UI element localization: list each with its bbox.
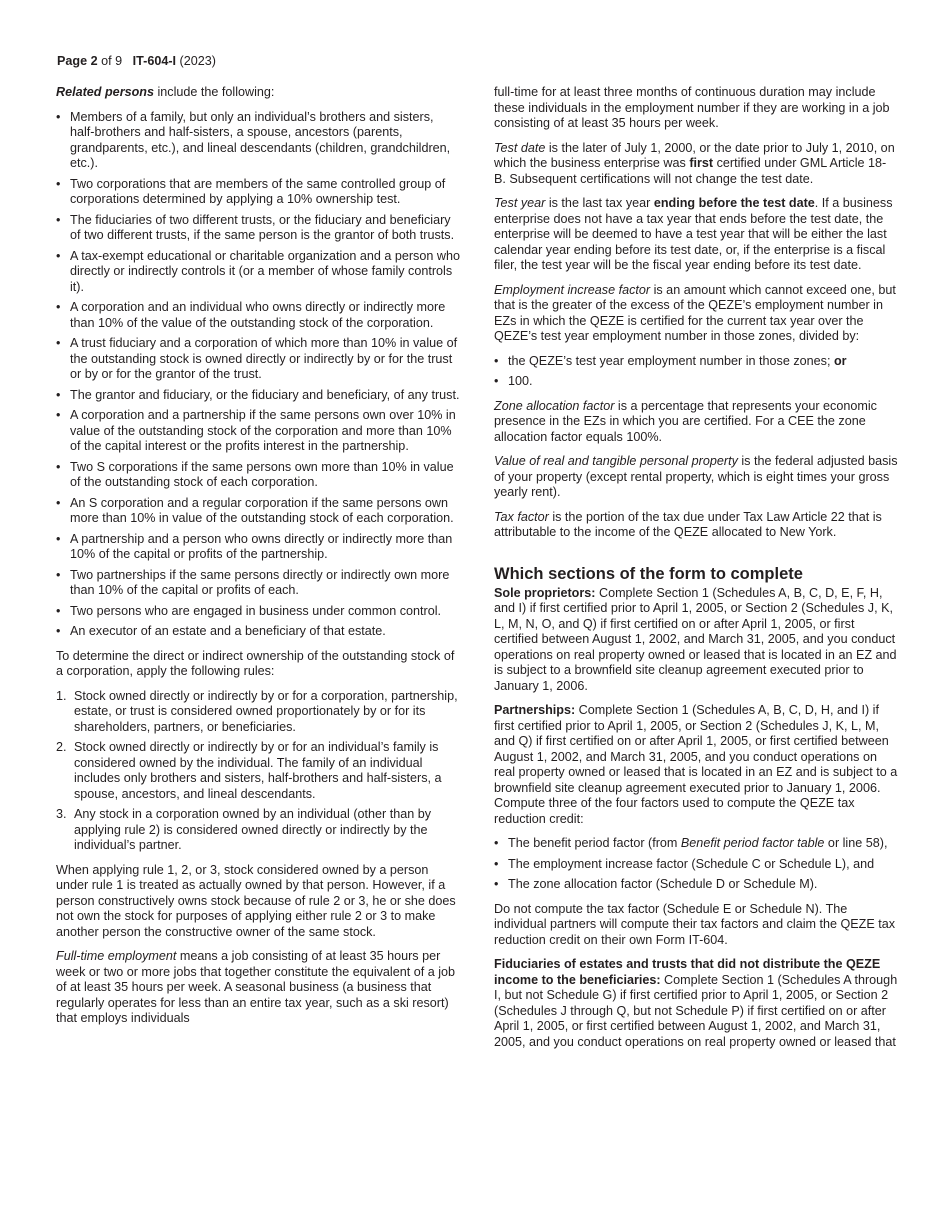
related-persons-list	[56, 110, 460, 640]
list-item: • An S corporation and a regular corporation if the same persons own more than 10% in value of the outstanding stock of each corporation.	[56, 496, 460, 527]
list-item: • The employment increase factor (Schedule C or Schedule L), and	[494, 857, 898, 873]
page-of: of 9	[101, 54, 123, 68]
zone-allocation-paragraph: Zone allocation factor is a percentage that represents your economic presence in the EZs in which you are certified. For a CEE the zone allocation factor equals 100%.	[494, 398, 877, 444]
list-item: • the QEZE’s test year employment number in those zones; or	[494, 354, 898, 370]
tax-factor-paragraph: Tax factor is the portion of the tax due under Tax Law Article 22 that is attributable to the income of the QEZE allocated to New York.	[494, 509, 882, 539]
form-number: IT-604-I	[132, 54, 177, 68]
list-item: • An executor of an estate and a beneficiary of that estate.	[56, 624, 460, 640]
list-item: • Two corporations that are members of the same controlled group of corporations determined by applying a 10% ownership test.	[56, 177, 460, 208]
list-item: • A partnership and a person who owns directly or indirectly more than 10% of the capital or profits of the partnership.	[56, 532, 460, 563]
list-item: • The grantor and fiduciary, or the fiduciary and beneficiary, of any trust.	[56, 388, 460, 404]
no-tax-factor-paragraph: Do not compute the tax factor (Schedule E or Schedule N). The individual partners will compute their tax factors and claim the QEZE tax reduction credit on their own Form IT-604.	[494, 901, 896, 947]
employment-factor-paragraph: Employment increase factor is an amount which cannot exceed one, but that is the greater of the excess of the QEZE’s employment number in EZs in which the QEZE is certified for the current tax year over the QEZE’s test year employment number in those zones, divided by:	[494, 282, 896, 343]
list-item: • A tax-exempt educational or charitable organization and a person who directly or indirectly controls it (or a member of whose family controls it).	[56, 249, 460, 296]
employment-factor-list	[494, 354, 898, 390]
partnerships-paragraph: Partnerships: Complete Section 1 (Schedules A, B, C, D, H, and I) if first certified prior to April 1, 2005, or Section 2 (Schedules J, K, L, M, and Q) if first certified on or after April 1, 2005, or first certified between August 1, 2002, and March 31, 2005, and you conduct operations on real property owned or leased that is located in an EZ and is subject to a brownfield site cleanup agreement executed prior to January 1, 2006. Compute three of the four factors used to compute the QEZE tax reduction credit:	[494, 703, 898, 826]
list-item: • 100.	[494, 374, 898, 390]
applying-rules-paragraph: When applying rule 1, 2, or 3, stock considered owned by a person under rule 1 is treated as actually owned by that person. However, if a person constructively owns stock because of rule 2 or 3, he or she does not own the stock for purposes of applying either rule 2 or 3 to make another person the constructive owner of the same stock.	[56, 862, 456, 939]
related-persons-intro: Related persons include the following:	[56, 85, 275, 99]
form-year: (2023)	[179, 54, 216, 68]
test-date-paragraph: Test date is the later of July 1, 2000, or the date prior to July 1, 2010, on which the business enterprise was first certified under GML Article 18-B. Subsequent certifications will not change the test date.	[494, 140, 895, 186]
list-item: 2. Stock owned directly or indirectly by or for an individual’s family is considered owned by the individual. The family of an individual includes only brothers and sisters, half-brothers and half-sisters, a spouse, ancestors, and lineal descendants.	[56, 740, 442, 801]
list-item: 3. Any stock in a corporation owned by an individual (other than by applying rule 2) is considered owned directly or indirectly by the individual’s partner.	[56, 807, 432, 852]
property-value-paragraph: Value of real and tangible personal property is the federal adjusted basis of your property (except rental property, which is eight times your gross yearly rent).	[494, 454, 898, 499]
list-item: • A trust fiduciary and a corporation of which more than 10% in value of the outstanding stock is owned directly or indirectly by or for the trust or by or for the grantor of the trust.	[56, 336, 460, 383]
page-word: Page	[57, 54, 88, 68]
list-item: • Two persons who are engaged in business under common control.	[56, 604, 460, 620]
page-number: 2	[90, 54, 98, 68]
list-item: • The fiduciaries of two different trusts, or the fiduciary and beneficiary of two different trusts, if the same person is the grantor of both trusts.	[56, 213, 460, 244]
list-item: • A corporation and a partnership if the same persons own over 10% in value of the outstanding stock of the corporation and more than 10% of the capital interest or the profits interest in the partnership.	[56, 408, 460, 455]
fulltime-continued: full-time for at least three months of continuous duration may include these individuals in the employment number if they are working in a job consisting of at least 35 hours per week.	[494, 85, 890, 130]
list-item: • Two S corporations if the same persons own more than 10% in value of the outstanding stock of each corporation.	[56, 460, 460, 491]
list-item: • A corporation and an individual who owns directly or indirectly more than 10% of the value of the outstanding stock of the corporation.	[56, 300, 460, 331]
list-item: 1. Stock owned directly or indirectly by or for a corporation, partnership, estate, or trust is considered owned proportionately by or for its shareholders, partners, or beneficiaries.	[56, 688, 458, 734]
ownership-rules	[56, 689, 460, 854]
list-item: • Members of a family, but only an individual’s brothers and sisters, half-brothers and half-sisters, a spouse, ancestors (parents, grandparents, etc.), and lineal descendants (children, grandchildren, etc.).	[56, 110, 460, 172]
fiduciaries-paragraph: Fiduciaries of estates and trusts that did not distribute the QEZE income to the beneficiaries: Complete Section 1 (Schedules A through I, but not Schedule G) if first certified prior to April 1, 2005, or Section 2 (Schedules J through Q, but not Schedule P) if first certified on or after April 1, 2005, or first certified between August 1, 2002, and March 31, 2005, and you conduct operations on real property owned or leased that	[494, 957, 898, 1049]
partnership-factors-list	[494, 836, 898, 893]
list-item: • Two partnerships if the same persons directly or indirectly own more than 10% of the capital or profits of each.	[56, 568, 460, 599]
sole-proprietors-paragraph: Sole proprietors: Complete Section 1 (Schedules A, B, C, D, E, F, H, and I) if first certified prior to April 1, 2005, or Section 2 (Schedules J, K, L, M, N, O, and Q) if first certified on or after April 1, 2005, or first certified between August 1, 2002, and March 31, 2005, and you conduct operations on real property owned or leased that is located in an EZ and is subject to a brownfield site cleanup agreement executed prior to January 1, 2006.	[494, 585, 897, 693]
test-year-paragraph: Test year is the last tax year ending before the test date. If a business enterprise does not have a tax year that ends before the test date, the enterprise will be deemed to have a test year that will be either the last calendar year ending before its test date, or, if the enterprise is a fiscal filer, the test year will be the fiscal year ending before its test date.	[494, 196, 893, 272]
list-item: • The zone allocation factor (Schedule D or Schedule M).	[494, 877, 898, 893]
page-header	[57, 54, 216, 70]
ownership-intro: To determine the direct or indirect ownership of the outstanding stock of a corporation, apply the following rules:	[56, 648, 455, 678]
right-column	[494, 85, 898, 1059]
left-column	[56, 85, 460, 1036]
fulltime-employment-paragraph: Full-time employment means a job consisting of at least 35 hours per week or two or more jobs that together constitute the equivalent of a job of at least 35 hours per week. A seasonal business (a business that regularly operates for less than an entire tax year, such as a ski resort) that employs individuals	[56, 949, 456, 1025]
list-item: • The benefit period factor (from Benefit period factor table or line 58),	[494, 836, 898, 852]
section-heading: Which sections of the form to complete	[494, 564, 803, 583]
